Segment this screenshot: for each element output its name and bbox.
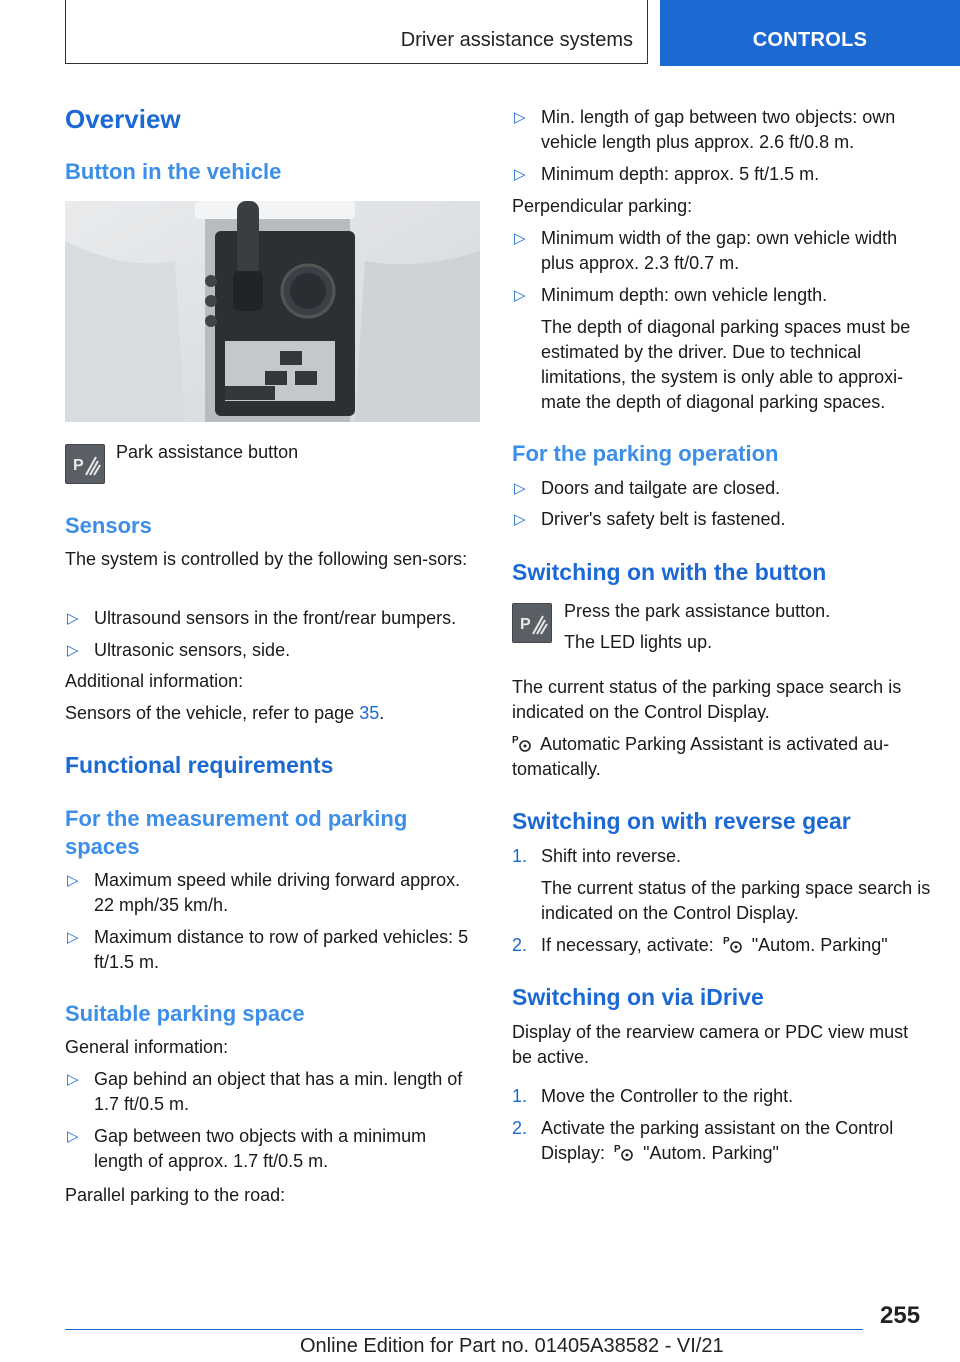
sensors-reference: Sensors of the vehicle, refer to page 35. [65,703,385,723]
section-title: Driver assistance systems [400,29,633,51]
list-item: ▷ Ultrasonic sensors, side. [65,638,480,663]
page-number: 255 [880,1302,921,1329]
bullet-triangle-icon: ▷ [514,480,526,497]
svg-text:P: P [512,735,519,746]
list-item: 1. Move the Controller to the right. [512,1086,794,1106]
list-item: ▷ Minimum depth: own vehicle length. [512,283,932,308]
list-item: ▷ Maximum speed while driving forward approx. 22 mph/35 km/h. [67,870,461,915]
idrive-intro: Display of the rearview camera or PDC view must be active. [512,1022,909,1067]
park-assistance-caption: Park assistance button [116,442,299,462]
footer-divider [65,1329,863,1330]
parallel-parking-label: Parallel parking to the road: [65,1185,286,1205]
led-text: The LED lights up. [564,632,713,652]
bullet-triangle-icon: ▷ [67,610,79,627]
bullet-triangle-icon: ▷ [67,1128,79,1145]
bullet-triangle-icon: ▷ [514,287,526,304]
list-item: ▷ Minimum depth: approx. 5 ft/1.5 m. [512,162,932,187]
reverse-step-1-detail: The current status of the parking space search is indicated on the Control Display. [541,878,931,923]
sensors-heading: Sensors [65,513,152,538]
bullet-triangle-icon: ▷ [514,166,526,183]
svg-text:P: P [614,1144,621,1155]
list-item: ▷ Gap behind an object that has a min. length of 1.7 ft/0.5 m. [67,1069,463,1114]
list-item: ▷ Maximum distance to row of parked vehicles: 5 ft/1.5 m. [67,927,469,972]
list-item: ▷ Doors and tailgate are closed. [512,476,932,501]
page-header [65,0,960,66]
park-assistance-button-icon [65,444,105,484]
edition-text: Online Edition for Part no. 01405A38582 - VI/21 [300,1335,724,1357]
parking-assistant-symbol-icon [723,934,743,954]
reverse-gear-heading: Switching on with reverse gear [512,808,851,834]
chapter-tab[interactable] [660,0,960,66]
list-item: ▷ Minimum width of the gap: own vehicle width plus approx. 2.3 ft/0.7 m. [514,228,898,273]
measurement-heading: For the measurement od parking spaces [65,806,408,859]
svg-text:P: P [73,457,84,474]
additional-info: Additional information: [65,671,244,691]
chapter-title: CONTROLS [752,29,868,51]
park-assistance-button-icon [512,603,552,643]
list-item: 2. Activate the parking assistant on the Control Display: P "Autom. Parking" [512,1118,894,1163]
list-item: ▷ Min. length of gap between two objects: own vehicle length plus approx. 2.6 ft/0.8 m. [514,107,896,152]
list-item: ▷ Gap between two objects with a minimum length of approx. 1.7 ft/0.5 m. [67,1126,427,1171]
bullet-triangle-icon: ▷ [67,642,79,659]
perpendicular-parking-label: Perpendicular parking: [512,196,693,216]
list-item: 1. Shift into reverse. [512,846,682,866]
automatic-text: P Automatic Parking Assistant is activated au-tomatically. [512,734,890,779]
center-console-photo [65,201,480,422]
bullet-triangle-icon: ▷ [514,109,526,126]
sensors-intro: The system is controlled by the following sen-sors: [65,549,468,569]
overview-heading: Overview [65,104,181,134]
parking-operation-heading: For the parking operation [512,441,779,466]
section-tab [65,0,648,64]
button-in-vehicle-heading: Button in the vehicle [65,159,282,184]
status-text: The current status of the parking space search is indicated on the Control Display. [512,677,902,722]
functional-requirements-heading: Functional requirements [65,752,334,778]
press-button-text: Press the park assistance button. [564,601,831,621]
switching-on-button-heading: Switching on with the button [512,559,827,585]
parking-assistant-symbol-icon [614,1142,634,1162]
svg-text:P: P [520,616,531,633]
list-item: ▷ Driver's safety belt is fastened. [512,507,932,532]
bullet-triangle-icon: ▷ [67,929,79,946]
parking-assistant-symbol-icon [512,733,532,753]
bullet-triangle-icon: ▷ [514,230,526,247]
idrive-heading: Switching on via iDrive [512,984,764,1010]
list-item: ▷ Ultrasound sensors in the front/rear bumpers. [65,606,480,631]
bullet-triangle-icon: ▷ [67,1071,79,1088]
diagonal-note: The depth of diagonal parking spaces must be estimated by the driver. Due to technical limitations, the system is only able to approxi-mate the depth of diagonal parking spaces. [541,317,911,412]
bullet-triangle-icon: ▷ [514,511,526,528]
general-info: General information: [65,1037,229,1057]
suitable-parking-heading: Suitable parking space [65,1001,305,1026]
list-item: 2. If necessary, activate: P "Autom. Parking" [512,935,888,955]
page-link[interactable]: 35 [359,703,380,723]
svg-text:P: P [722,936,730,947]
bullet-triangle-icon: ▷ [67,872,79,889]
